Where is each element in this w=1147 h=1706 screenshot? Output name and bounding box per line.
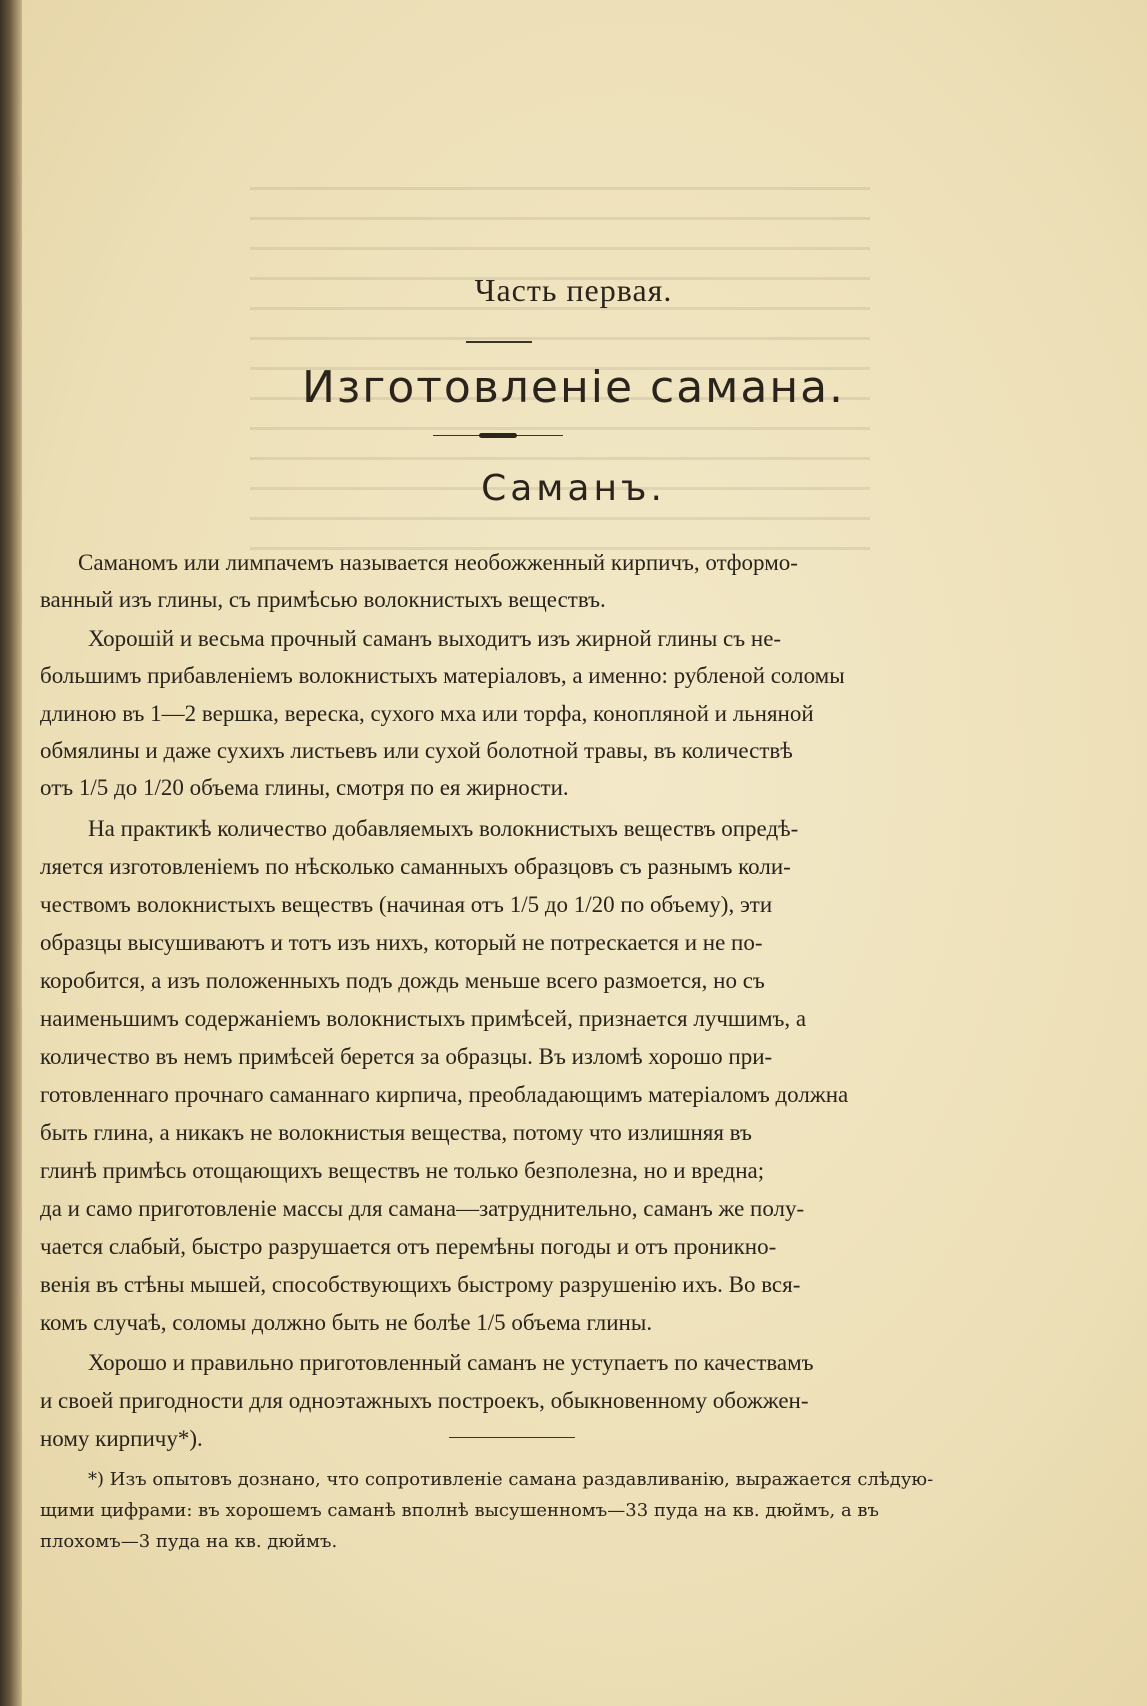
body-line: готовленнаго прочнаго саманнаго кирпича, преобладающимъ матеріаломъ должна	[40, 1082, 849, 1107]
footnote-divider	[449, 1437, 575, 1438]
body-line: длиною въ 1—2 вершка, вереска, сухого мха или торфа, конопляной и льняной	[40, 701, 814, 726]
body-line: обмялины и даже сухихъ листьевъ или сухой болотной травы, въ количествѣ	[40, 738, 793, 763]
part-title: Часть первая.	[474, 272, 673, 308]
body-line: комъ случаѣ, соломы должно быть не болѣе 1/5 объема глины.	[40, 1310, 653, 1335]
title-divider	[466, 341, 532, 343]
body-line: Хорошій и весьма прочный саманъ выходитъ изъ жирной глины съ не-	[88, 626, 782, 651]
section-title: Саманъ.	[481, 468, 666, 509]
footnote-line: *) Изъ опытовъ дознано, что сопротивленіе самана раздавливанію, выражается слѣдую-	[88, 1469, 934, 1490]
body-line: На практикѣ количество добавляемыхъ волокнистыхъ веществъ опредѣ-	[88, 816, 799, 841]
body-line: наименьшимъ содержаніемъ волокнистыхъ примѣсей, признается лучшимъ, а	[40, 1006, 807, 1031]
book-spine	[0, 0, 22, 1706]
body-line: чествомъ волокнистыхъ веществъ (начиная отъ 1/5 до 1/20 по объему), эти	[40, 892, 773, 917]
body-line: большимъ прибавленіемъ волокнистыхъ матеріаловъ, а именно: рубленой соломы	[40, 663, 845, 688]
body-line: венія въ стѣны мышей, способствующихъ быстрому разрушенію ихъ. Во вся-	[40, 1272, 801, 1297]
body-line: ляется изготовленіемъ по нѣсколько саманныхъ образцовъ съ разнымъ коли-	[40, 854, 791, 879]
footnote-line: щими цифрами: въ хорошемъ саманѣ вполнѣ высушенномъ—33 пуда на кв. дюймъ, а въ	[40, 1500, 879, 1521]
body-line: да и само приготовленіе массы для самана—затруднительно, саманъ же полу-	[40, 1196, 805, 1221]
body-line: отъ 1/5 до 1/20 объема глины, смотря по ея жирности.	[40, 775, 569, 800]
body-line: Саманомъ или лимпачемъ называется необожженный кирпичъ, отформо-	[78, 550, 798, 575]
body-line: Хорошо и правильно приготовленный саманъ не уступаетъ по качествамъ	[88, 1350, 814, 1375]
footnote-line: плохомъ—3 пуда на кв. дюймъ.	[40, 1531, 338, 1552]
body-line: коробится, а изъ положенныхъ подъ дождь меньше всего размоется, но съ	[40, 968, 765, 993]
body-line: ному кирпичу*).	[40, 1426, 203, 1451]
body-line: количество въ немъ примѣсей берется за образцы. Въ изломѣ хорошо при-	[40, 1044, 773, 1069]
body-line: ванный изъ глины, съ примѣсью волокнистыхъ веществъ.	[40, 587, 606, 612]
ornament-divider	[433, 432, 563, 440]
body-line: глинѣ примѣсь отощающихъ веществъ не только безполезна, но и вредна;	[40, 1158, 765, 1183]
body-line: и своей пригодности для одноэтажныхъ построекъ, обыкновенному обожжен-	[40, 1388, 809, 1413]
body-line: быть глина, а никакъ не волокнистыя вещества, потому что излишняя въ	[40, 1120, 752, 1145]
body-line: образцы высушиваютъ и тотъ изъ нихъ, который не потрескается и не по-	[40, 930, 763, 955]
chapter-title: Изготовленіе самана.	[301, 362, 846, 413]
body-line: чается слабый, быстро разрушается отъ перемѣны погоды и отъ проникно-	[40, 1234, 777, 1259]
